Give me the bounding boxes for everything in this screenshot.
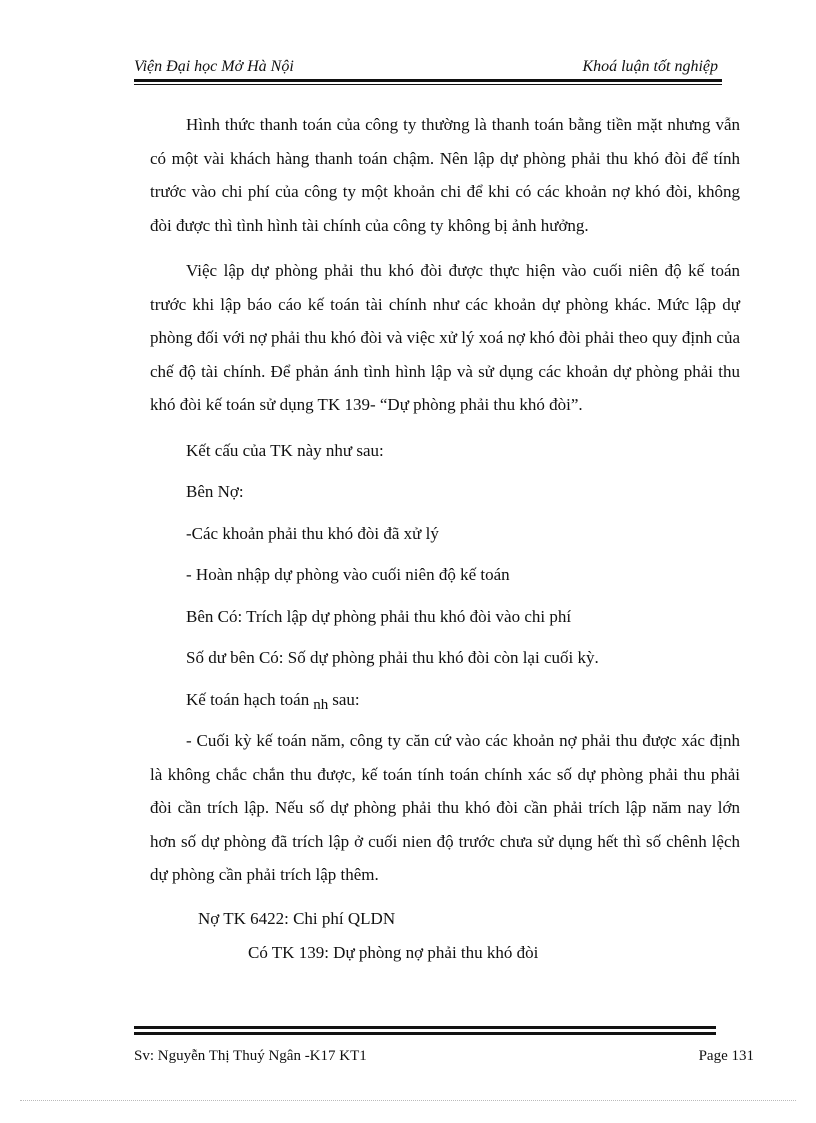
- footer-rule: [134, 1026, 716, 1029]
- page-header: [134, 58, 718, 76]
- paragraph-payment-method: Hình thức thanh toán của công ty thường là thanh toán bằng tiền mặt nhưng vẫn có một vài khách hàng thanh toán chậm. Nên lập dự phòng phải thu khó đòi để tính trước vào chi phí của công ty một khoản chi để khi có các khoản nợ khó đòi, không đòi được thì tình hình tài chính của công ty không bị ảnh hưởng.: [150, 115, 740, 235]
- header-institution: Viện Đại học Mở Hà Nội: [134, 58, 294, 75]
- document-body: [150, 108, 740, 968]
- header-document-type: Khoá luận tốt nghiệp: [582, 58, 718, 75]
- structure-intro: Kết cấu của TK này như sau:: [186, 440, 384, 460]
- footer-student: Sv: Nguyễn Thị Thuý Ngân -K17 KT1: [134, 1048, 367, 1064]
- page-edge-dots: [20, 1100, 796, 1101]
- header-rule-thin: [134, 84, 722, 85]
- accounting-method-line: [186, 683, 740, 719]
- journal-entry-debit: Nợ TK 6422: Chi phí QLDN: [198, 908, 396, 928]
- paragraph-provision: Việc lập dự phòng phải thu khó đòi được thực hiện vào cuối niên độ kế toán trước khi lập báo cáo kế toán tài chính như các khoản dự phòng khác. Mức lập dự phòng đối với nợ phải thu khó đòi và việc xử lý xoá nợ khó đòi phải theo quy định của chế độ tài chính. Để phản ánh tình hình lập và sử dụng các khoản dự phòng phải thu khó đòi kế toán sử dụng TK 139- “Dự phòng phải thu khó đòi”.: [150, 261, 740, 414]
- accounting-suffix: sau:: [332, 689, 360, 709]
- accounting-sub: nh: [313, 696, 329, 713]
- footer-page-number: Page 131: [698, 1048, 754, 1064]
- debit-side-label: Bên Nợ:: [186, 482, 244, 501]
- footer-rule-second: [134, 1032, 716, 1035]
- debit-item-1: -Các khoản phải thu khó đòi đã xử lý: [186, 523, 439, 543]
- header-rule: [134, 79, 722, 82]
- page-footer: [134, 1048, 754, 1065]
- paragraph-year-end: - Cuối kỳ kế toán năm, công ty căn cứ vào các khoản nợ phải thu được xác định là không chắc chắn thu được, kế toán tính toán chính xác số dự phòng phải thu phải đòi cần trích lập. Nếu số dự phòng phải thu khó đòi cần phải trích lập năm nay lớn hơn số dự phòng đã trích lập ở cuối nien độ trước chưa sử dụng hết thì số chênh lệch dự phòng cần phải trích lập thêm.: [150, 731, 740, 884]
- accounting-prefix: Kế toán hạch toán: [186, 689, 310, 709]
- debit-item-2: - Hoàn nhập dự phòng vào cuối niên độ kế toán: [186, 565, 510, 584]
- balance-line: Số dư bên Có: Số dự phòng phải thu khó đòi còn lại cuối kỳ.: [186, 648, 599, 667]
- journal-entry-credit: Có TK 139: Dự phòng nợ phải thu khó đòi: [248, 942, 539, 962]
- credit-side: Bên Có: Trích lập dự phòng phải thu khó đòi vào chi phí: [186, 606, 572, 626]
